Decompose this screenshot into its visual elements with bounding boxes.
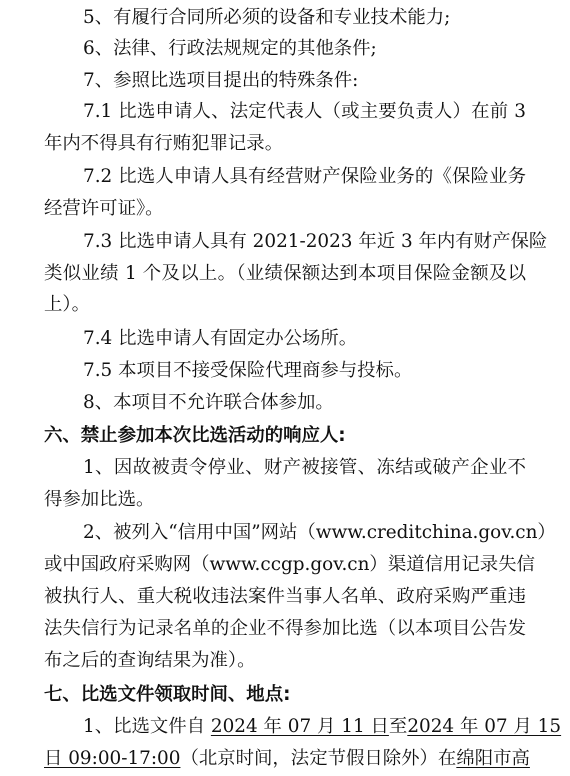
clause-7-1-line2: 年内不得具有行贿犯罪记录。: [44, 133, 284, 154]
clause-6: 6、法律、行政法规规定的其他条件;: [83, 38, 377, 59]
clause-7-3-line3: 上）。: [44, 294, 90, 315]
section-6-heading: 六、禁止参加本次比选活动的响应人:: [44, 425, 346, 446]
clause-7: 7、参照比选项目提出的特殊条件:: [83, 70, 359, 91]
clause-8: 8、本项目不允许联合体参加。: [83, 392, 334, 413]
clause-7-4: 7.4 比选申请人有固定办公场所。: [83, 328, 358, 349]
section-6-item-2-line3: 被执行人、重大税收违法案件当事人名单、政府采购严重违: [44, 586, 526, 607]
clause-7-3-line2: 类似业绩 1 个及以上。（业绩保额达到本项目保险金额及以: [44, 263, 526, 284]
clause-7-2-line2: 经营许可证》。: [44, 198, 164, 219]
clause-7-5: 7.5 本项目不接受保险代理商参与投标。: [83, 360, 413, 381]
clause-7-3-line1: 7.3 比选申请人具有 2021-2023 年近 3 年内有财产保险: [83, 231, 548, 252]
section-6-item-1-line1: 1、因故被责令停业、财产被接管、冻结或破产企业不: [83, 457, 526, 478]
text-segment: 至: [388, 716, 408, 737]
section-6-item-1-line2: 得参加比选。: [44, 489, 155, 510]
clause-7-1-line1: 7.1 比选申请人、法定代表人（或主要负责人）在前 3: [83, 101, 526, 122]
section-7-item-1-line1: [83, 715, 561, 739]
clause-7-2-line1: 7.2 比选人申请人具有经营财产保险业务的《保险业务: [83, 166, 526, 187]
time-range: 日 09:00-17:00: [44, 748, 181, 769]
section-6-item-2-line2: 或中国政府采购网（www.ccgp.gov.cn）渠道信用记录失信: [44, 554, 535, 575]
section-6-item-2-line1: 2、被列入“信用中国”网站（www.creditchina.gov.cn）: [83, 522, 556, 543]
end-date: 2024 年 07 月 15: [407, 716, 562, 737]
start-date: 2024 年 07 月 11 日: [210, 716, 389, 737]
section-6-item-2-line4: 法失信行为记录名单的企业不得参加比选（以本项目公告发: [44, 618, 526, 639]
text-segment: （北京时间，法定节假日除外）在: [180, 748, 457, 769]
clause-5: 5、有履行合同所必须的设备和专业技术能力;: [83, 7, 451, 28]
text-segment: 1、比选文件自: [83, 716, 211, 737]
section-7-item-1-line2: [44, 747, 530, 771]
section-6-item-2-line5: 布之后的查询结果为准）。: [44, 650, 256, 671]
location: 绵阳市高: [456, 748, 530, 769]
section-7-heading: 七、比选文件领取时间、地点:: [44, 684, 291, 705]
